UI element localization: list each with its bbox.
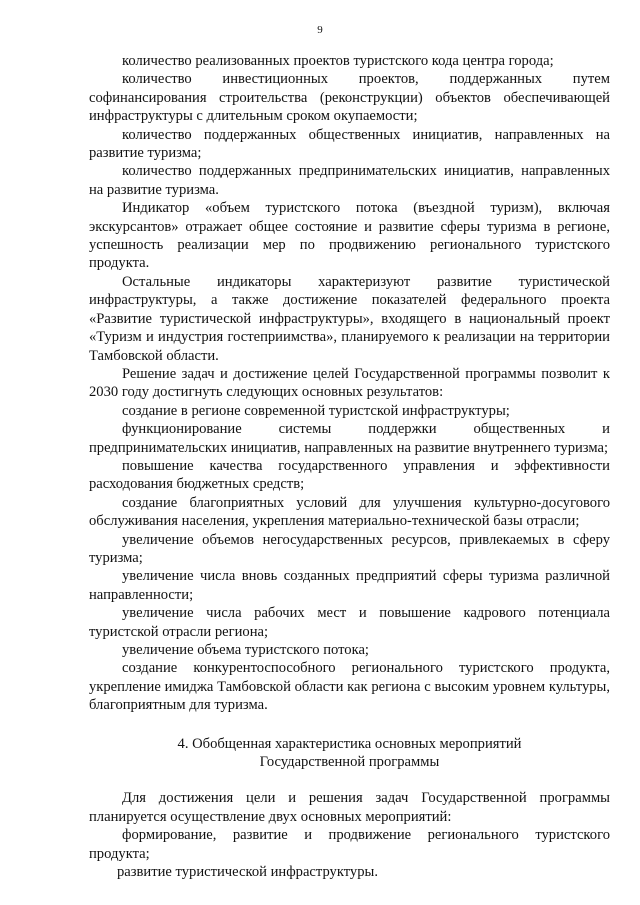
paragraph: создание благоприятных условий для улучшения культурно-досугового обслуживания населения, укрепления материально-технической базы отрасли; — [89, 494, 610, 530]
document-body — [89, 52, 610, 881]
paragraph: развитие туристической инфраструктуры. — [117, 864, 378, 881]
paragraph: количество поддержанных общественных инициатив, направленных на развитие туризма; — [89, 126, 610, 162]
paragraph: создание в регионе современной туристской инфраструктуры; — [122, 402, 510, 419]
paragraph: формирование, развитие и продвижение регионального туристского продукта; — [89, 827, 610, 862]
paragraph: Для достижения цели и решения задач Государственной программы планируется осуществление двух основных мероприятий: — [89, 790, 610, 825]
paragraph: количество инвестиционных проектов, поддержанных путем софинансирования строительства (реконструкции) объектов обеспечивающей инфраструктуры с длительным сроком окупаемости; — [89, 71, 610, 125]
paragraph: увеличение объемов негосударственных ресурсов, привлекаемых в сферу туризма; — [89, 531, 610, 566]
paragraph: Решение задач и достижение целей Государственной программы позволит к 2030 году достигнуть следующих основных результатов: — [89, 365, 610, 401]
paragraph: количество поддержанных предпринимательских инициатив, направленных на развитие туризма. — [89, 163, 610, 198]
paragraph: количество реализованных проектов туристского кода центра города; — [122, 53, 554, 69]
page-number: 9 — [317, 24, 323, 36]
paragraph: повышение качества государственного управления и эффективности расходования бюджетных средств; — [89, 457, 610, 493]
paragraph: увеличение числа вновь созданных предприятий сферы туризма различной направленности; — [89, 568, 610, 603]
paragraph: Остальные индикаторы характеризуют развитие туристической инфраструктуры, а также достижение показателей федерального проекта «Развитие туристической инфраструктуры», входящего в национальный проект «Туризм и индустрия гостеприимства», планируемого к реализации на территории Тамбовской области. — [89, 273, 610, 364]
paragraph: Индикатор «объем туристского потока (въездной туризм), включая экскурсантов» отражает общее состояние и развитие сферы туризма в регионе, успешность реализации мер по продвижению регионального туристского продукта. — [89, 200, 610, 272]
paragraph: увеличение числа рабочих мест и повышение кадрового потенциала туристской отрасли региона; — [89, 605, 610, 640]
paragraph: создание конкурентоспособного регионального туристского продукта, укрепление имиджа Тамбовской области как региона с высоким уровнем культуры, благоприятным для туризма. — [89, 660, 610, 714]
paragraph: функционирование системы поддержки общественных и предпринимательских инициатив, направленных на развитие внутреннего туризма; — [89, 421, 610, 456]
section-heading-line: Государственной программы — [259, 754, 440, 771]
section-heading-line: 4. Обобщенная характеристика основных мероприятий — [177, 735, 522, 752]
paragraph: увеличение объема туристского потока; — [122, 642, 369, 658]
section-heading — [89, 735, 610, 772]
